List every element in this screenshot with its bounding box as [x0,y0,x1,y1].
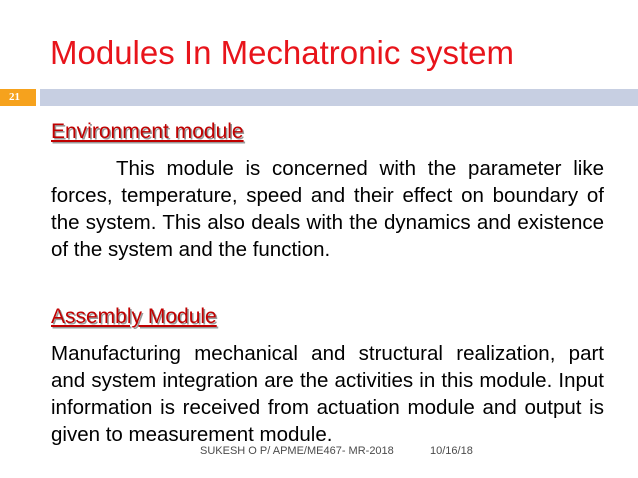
section-heading-assembly: Assembly Module [51,305,217,328]
slide-number: 21 [9,91,20,103]
footer-date: 10/16/18 [430,445,473,457]
section-text-environment: This module is concerned with the parameter like forces, temperature, speed and their effect on boundary of the system. This also deals with the dynamics and existence of the system and the function. [51,157,604,261]
section-heading-environment: Environment module [51,120,244,143]
footer-author: SUKESH O P/ APME/ME467- MR-2018 [200,445,394,457]
slide-title: Modules In Mechatronic system [50,34,515,71]
section-text-assembly: Manufacturing mechanical and structural realization, part and system integration are the activities in this module. Input information is received from actuation module and output is given to measurement module. [51,342,604,446]
header-divider-bar [40,89,638,106]
